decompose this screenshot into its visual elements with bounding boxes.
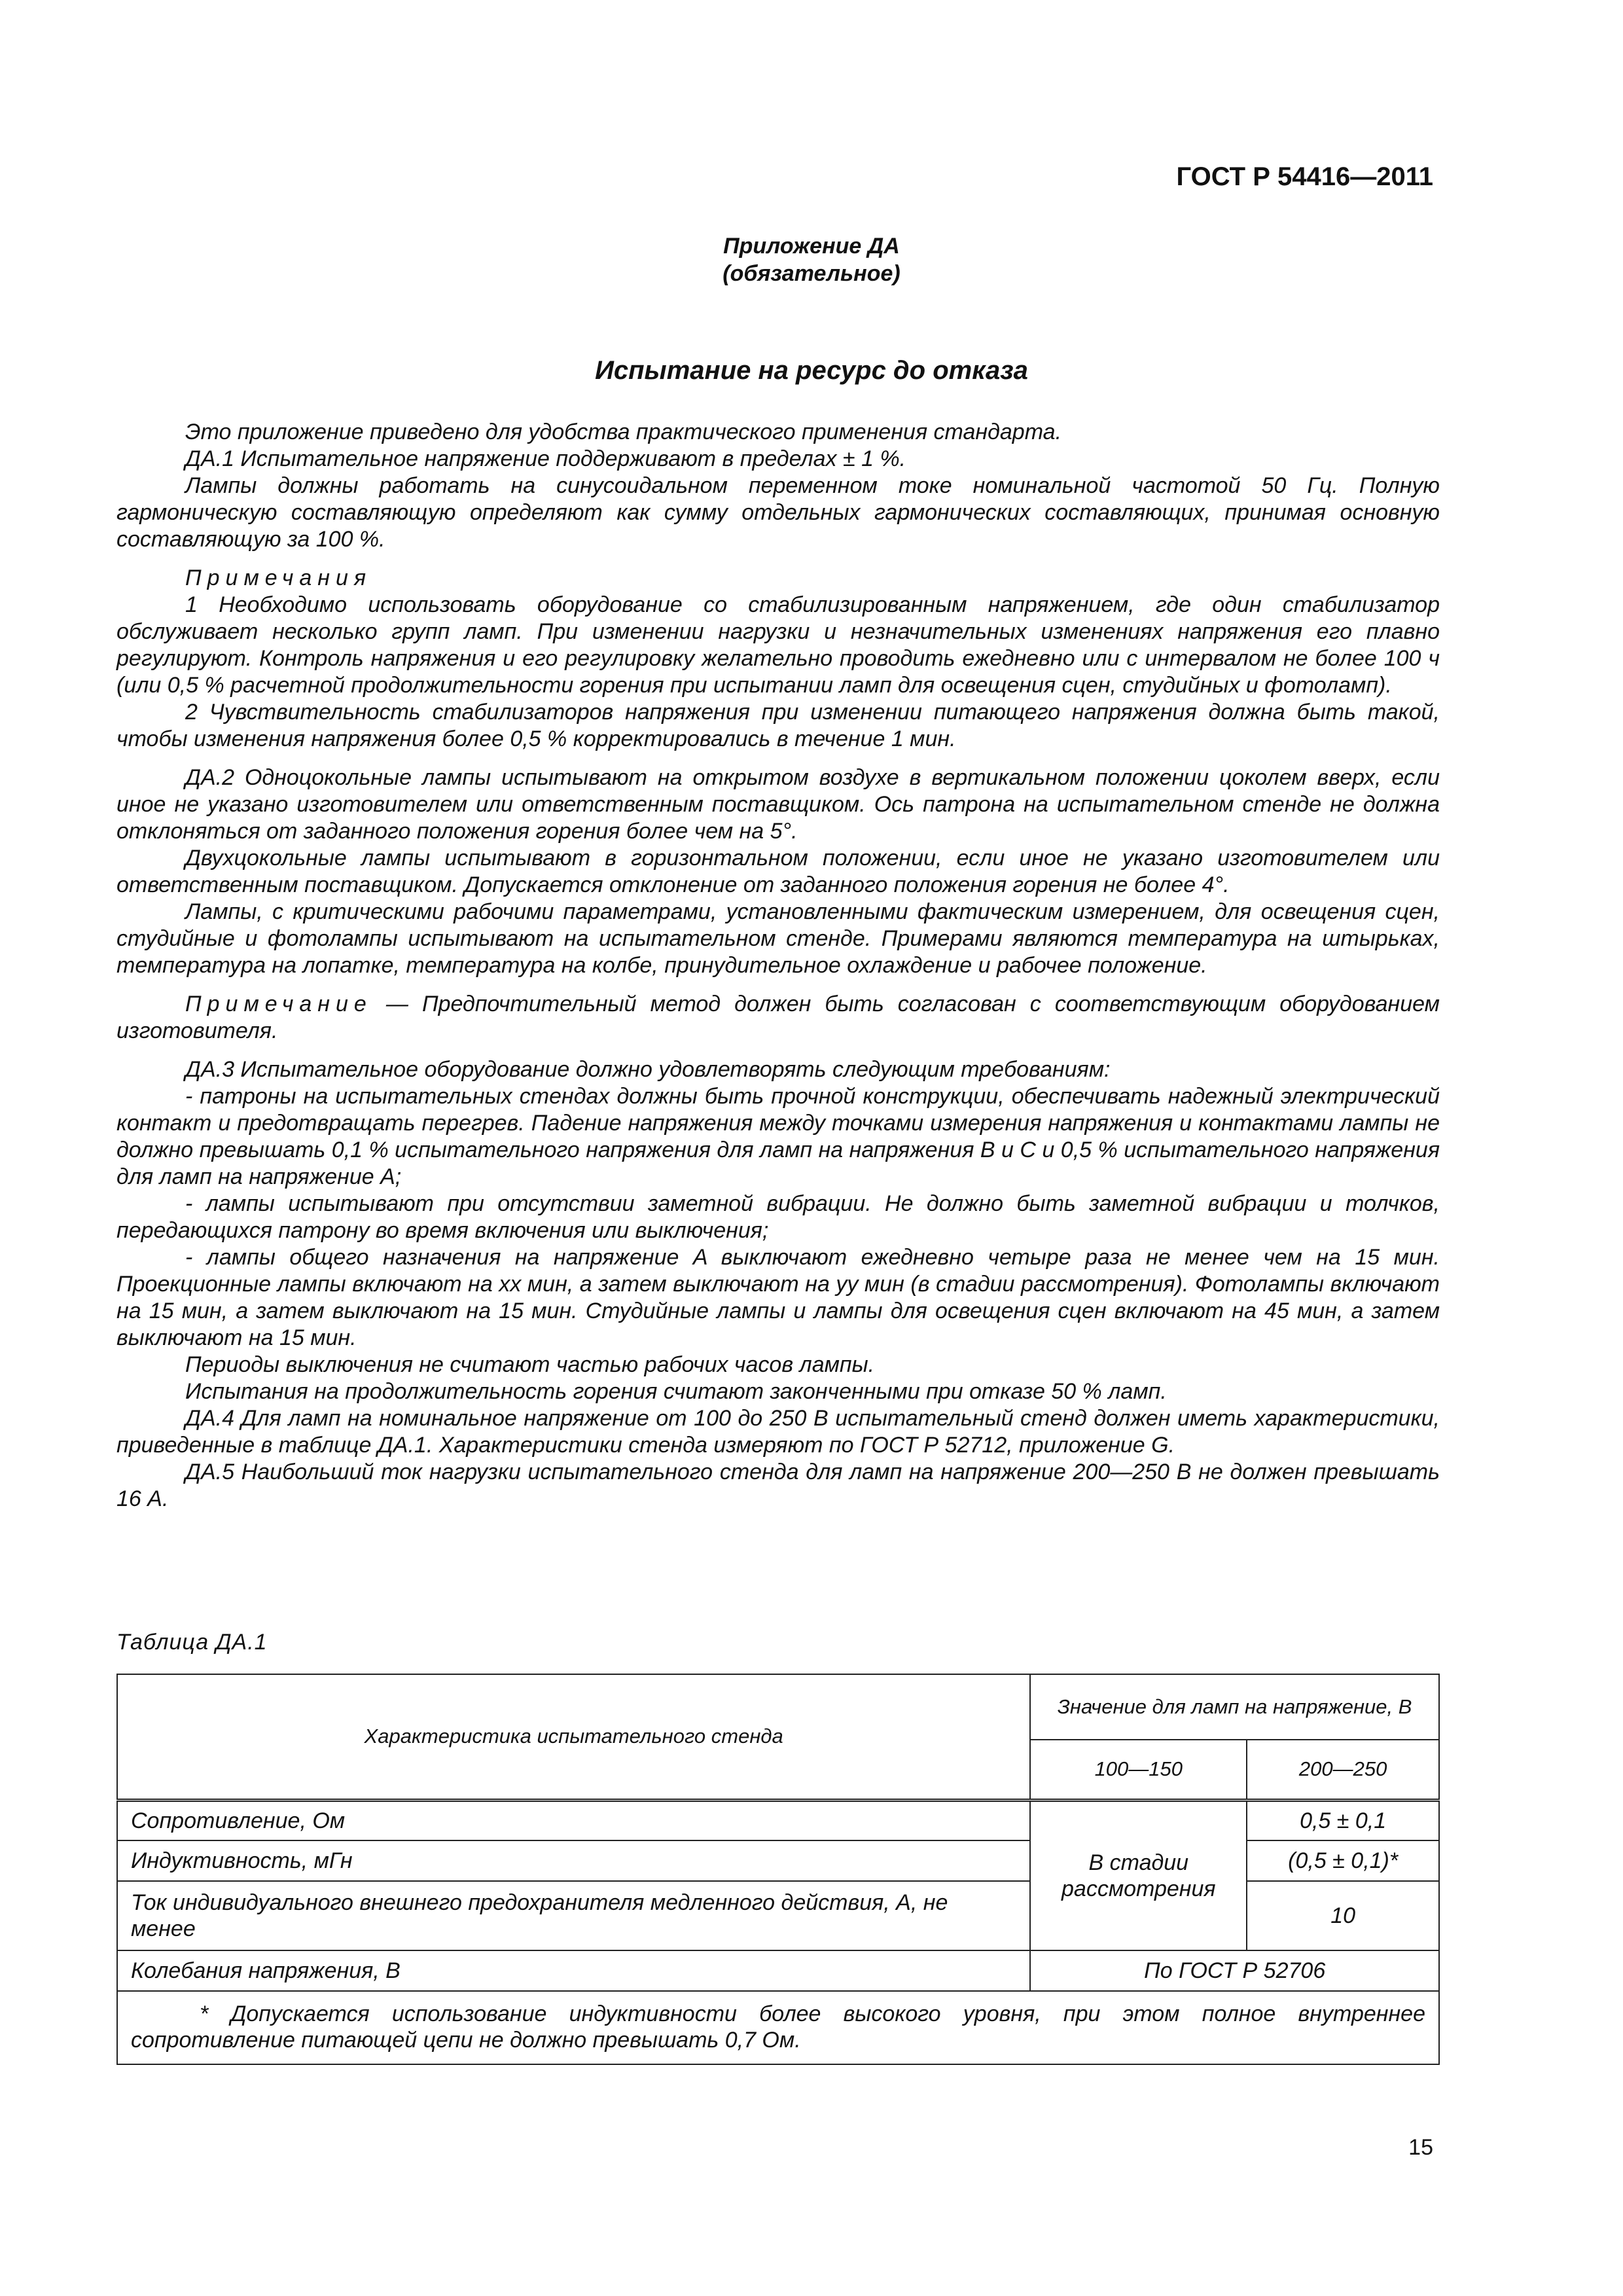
row-value: 0,5 ± 0,1 [1247, 1800, 1439, 1840]
table-row [117, 1800, 1439, 1840]
note-paragraph: 2 Чувствительность стабилизаторов напряжения при изменении питающего напряжения должна быть такой, чтобы изменения напряжения более 0,5 % корректировались в течение 1 мин. [116, 700, 1440, 751]
paragraph: Периоды выключения не считают частью рабочих часов лампы. [185, 1352, 875, 1377]
row-label: Индуктивность, мГн [117, 1840, 1030, 1881]
page-number: 15 [1408, 2135, 1433, 2160]
row-label: Ток индивидуального внешнего предохранителя медленного действия, А, не менее [117, 1881, 1030, 1950]
note-paragraph: 1 Необходимо использовать оборудование со стабилизированным напряжением, где один стабилизатор обслуживает несколько групп ламп. При изменении нагрузки и незначительных изменениях напряжения его плавно регулируют. Контроль напряжения и его регулировку желательно проводить ежедневно или с интервалом не более 100 ч (или 0,5 % расчетной продолжительности горения при испытании ламп для освещения сцен, студийных и фотоламп). [116, 592, 1440, 698]
appendix-title: Приложение ДА [723, 234, 900, 259]
paragraph: Лампы должны работать на синусоидальном переменном токе номинальной частотой 50 Гц. Полную гармоническую составляющую определяют как сумму отдельных гармонических составляющих, принимая основную составляющую за 100 %. [116, 473, 1440, 552]
paragraph: Это приложение приведено для удобства практического применения стандарта. [185, 420, 1062, 444]
row-value-merged: По ГОСТ Р 52706 [1030, 1950, 1439, 1991]
paragraph: Испытания на продолжительность горения считают законченными при отказе 50 % ламп. [185, 1379, 1167, 1404]
note-text: — Предпочтительный метод должен быть согласован с соответствующим оборудованием изготовителя. [116, 992, 1440, 1043]
list-item: - патроны на испытательных стендах должны быть прочной конструкции, обеспечивать надежный электрический контакт и предотвращать перегрев. Падение напряжения между точками измерения напряжения и контактами лампы не должно превышать 0,1 % испытательного напряжения для ламп на напряжения B и C и 0,5 % испытательного напряжения для ламп на напряжение A; [116, 1084, 1440, 1189]
paragraph: ДА.1 Испытательное напряжение поддерживают в пределах ± 1 %. [185, 446, 906, 471]
header-characteristic: Характеристика испытательного стенда [117, 1674, 1030, 1800]
paragraph: ДА.5 Наибольший ток нагрузки испытательного стенда для ламп на напряжение 200—250 В не должен превышать 16 А. [116, 1460, 1440, 1511]
paragraph: Лампы, с критическими рабочими параметрами, установленными фактическим измерением, для освещения сцен, студийные и фотолампы испытывают на испытательном стенде. Примерами являются температура на штырьках, температура на лопатке, температура на колбе, принудительное охлаждение и рабочее положение. [116, 899, 1440, 978]
section-title: Испытание на ресурс до отказа [595, 356, 1028, 385]
footnote-text: * Допускается использование индуктивности более высокого уровня, при этом полное внутреннее сопротивление питающей цепи не должно превышать 0,7 Ом. [131, 2001, 1425, 2053]
note-label: Примечание [185, 992, 372, 1016]
table-header-row [117, 1674, 1439, 1740]
note-paragraph [116, 991, 1440, 1045]
paragraph: Двухцокольные лампы испытывают в горизонтальном положении, если иное не указано изготовителем или ответственным поставщиком. Допускается отклонение от заданного положения горения не более 4°. [116, 846, 1440, 897]
merged-cell-100-150: В стадии рассмотрения [1030, 1800, 1247, 1950]
appendix-status: (обязательное) [722, 261, 901, 286]
paragraph: ДА.2 Одноцокольные лампы испытывают на открытом воздухе в вертикальном положении цоколем вверх, если иное не указано изготовителем или ответственным поставщиком. Ось патрона на испытательном стенде не должна отклоняться от заданного положения горения более чем на 5°. [116, 765, 1440, 844]
row-value: 10 [1247, 1881, 1439, 1950]
notes-heading: Примечания [185, 565, 372, 590]
list-item: - лампы общего назначения на напряжение A выключают ежедневно четыре раза не менее чем на 15 мин. Проекционные лампы включают на xx мин, а затем выключают на yy мин (в стадии рассмотрения). Фотолампы включают на 15 мин, а затем выключают на 15 мин. Студийные лампы и лампы для освещения сцен включают на 45 мин, а затем выключают на 15 мин. [116, 1245, 1440, 1350]
header-col-100-150: 100—150 [1030, 1740, 1247, 1800]
table-footnote-row [117, 1991, 1439, 2064]
header-voltage-group: Значение для ламп на напряжение, В [1030, 1674, 1439, 1740]
paragraph: ДА.3 Испытательное оборудование должно удовлетворять следующим требованиям: [185, 1057, 1111, 1082]
row-label: Сопротивление, Ом [117, 1800, 1030, 1840]
row-value: (0,5 ± 0,1)* [1247, 1840, 1439, 1881]
table-row [117, 1950, 1439, 1991]
table-caption: Таблица ДА.1 [116, 1630, 268, 1655]
paragraph: ДА.4 Для ламп на номинальное напряжение от 100 до 250 В испытательный стенд должен иметь характеристики, приведенные в таблице ДА.1. Характеристики стенда измеряют по ГОСТ Р 52712, приложение G. [116, 1406, 1440, 1458]
body-text [116, 419, 1440, 1513]
spec-table [116, 1674, 1440, 2065]
document-code: ГОСТ Р 54416—2011 [1176, 162, 1433, 191]
row-label: Колебания напряжения, В [117, 1950, 1030, 1991]
list-item: - лампы испытывают при отсутствии заметной вибрации. Не должно быть заметной вибрации и толчков, передающихся патрону во время включения или выключения; [116, 1191, 1440, 1243]
table-footnote [117, 1991, 1439, 2064]
header-col-200-250: 200—250 [1247, 1740, 1439, 1800]
